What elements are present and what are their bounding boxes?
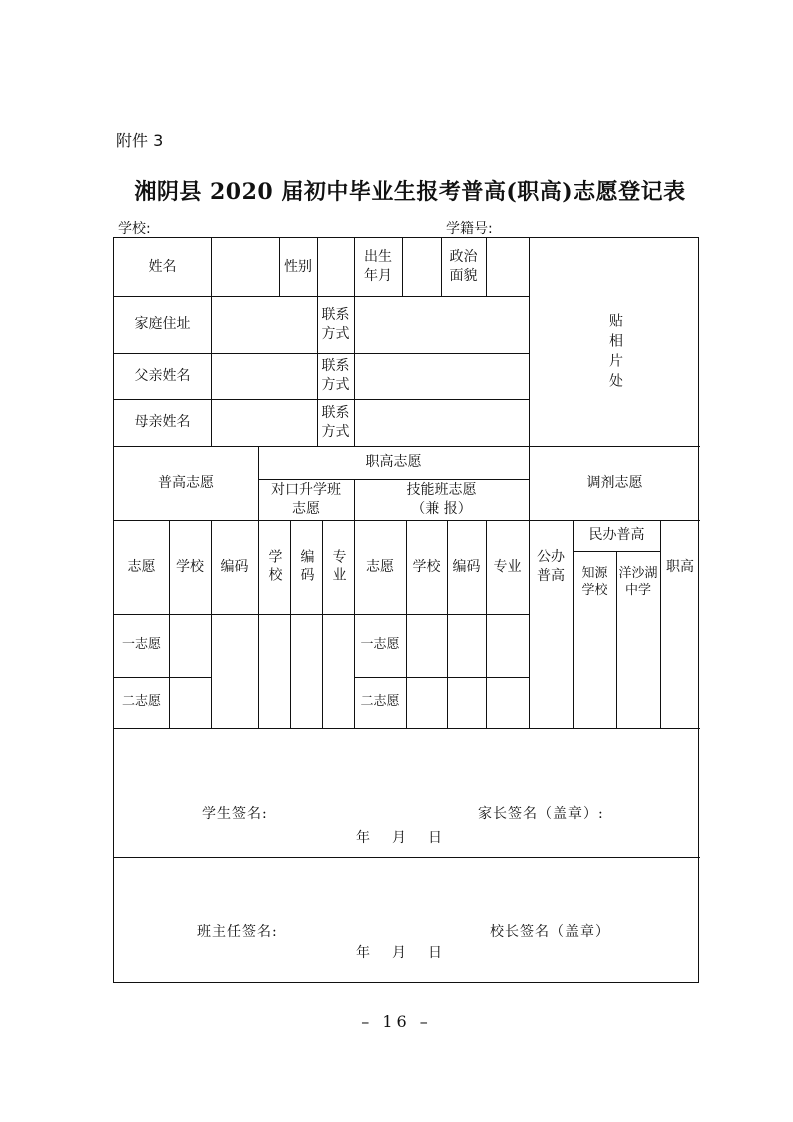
col-major-skill: 专业: [493, 558, 522, 575]
contact-label-2: [317, 353, 354, 399]
col-major-counterpart: 专业: [330, 549, 347, 585]
birth-field[interactable]: [402, 238, 441, 296]
general-high-header: 普高志愿: [158, 474, 214, 491]
student-id-label: 学籍号:: [446, 221, 493, 237]
gender-field[interactable]: [317, 238, 354, 296]
col-zhiyuan-school: [573, 551, 616, 614]
student-signature-label: 学生签名:: [202, 806, 268, 822]
political-field[interactable]: [486, 238, 529, 296]
col-private-high: 民办普高: [588, 527, 645, 544]
skill-second-choice-label: 二志愿: [360, 694, 400, 710]
contact-label-2-line1: 联系: [321, 358, 350, 375]
school-label: 学校:: [118, 221, 151, 237]
counterpart-header-line1: 对口升学班: [271, 481, 341, 498]
father-name-field[interactable]: [211, 353, 317, 399]
attachment-label: 附件 3: [116, 131, 164, 150]
contact-label-3-line1: 联系: [321, 404, 350, 421]
col-school-counterpart: 学校: [266, 549, 283, 585]
name-field[interactable]: [211, 238, 279, 296]
vocational-high-header: 职高志愿: [365, 454, 422, 471]
form-title: 湘阴县 2020 届初中毕业生报考普高(职高)志愿登记表: [134, 179, 686, 205]
signature-date-1: [356, 827, 464, 847]
col-zhiyuan-skill: 志愿: [366, 558, 394, 575]
contact-label-3: [317, 399, 354, 446]
col-zhiyuan-school-line1: 知源: [581, 565, 608, 581]
col-code-counterpart: 编码: [298, 549, 315, 585]
col-public-high-line2: 普高: [537, 568, 565, 584]
col-zhiyuan-school-line2: 学校: [581, 582, 608, 598]
col-yangshahu-school: [616, 551, 660, 614]
general-first-choice-label: 一志愿: [121, 637, 161, 653]
birth-label: [354, 238, 402, 296]
col-school-general: 学校: [176, 558, 204, 575]
registration-form-table: [113, 237, 699, 983]
contact-field-3[interactable]: [354, 399, 529, 446]
skill-class-header-line1: 技能班志愿: [406, 481, 477, 498]
page-number: – 16 –: [361, 1012, 432, 1031]
contact-field-1[interactable]: [354, 296, 529, 353]
col-yangshahu-school-line1: 洋沙湖: [618, 565, 658, 581]
date-day-1: 日: [428, 830, 442, 846]
signature-date-2: [356, 942, 464, 962]
mother-name-field[interactable]: [211, 399, 317, 446]
contact-label-1-line2: 方式: [321, 325, 350, 342]
contact-field-2[interactable]: [354, 353, 529, 399]
address-field[interactable]: [211, 296, 317, 353]
skill-first-choice-label: 一志愿: [360, 637, 400, 653]
principal-signature-label: 校长签名（盖章）: [490, 924, 610, 940]
parent-signature-label: 家长签名（盖章）:: [478, 806, 604, 822]
col-public-high: [529, 520, 573, 614]
col-vocational: 职高: [666, 558, 694, 575]
political-label-line2: 面貌: [449, 268, 478, 284]
father-name-label: 父亲姓名: [134, 367, 191, 384]
adjust-header: 调剂志愿: [586, 474, 643, 491]
date-year-2: 年: [356, 945, 370, 961]
address-label: 家庭住址: [134, 316, 191, 333]
birth-label-line2: 年月: [364, 268, 392, 284]
col-yangshahu-school-line2: 中学: [624, 582, 651, 598]
date-month-2: 月: [392, 945, 406, 961]
counterpart-header: [258, 479, 354, 520]
class-teacher-signature-label: 班主任签名:: [197, 924, 278, 940]
col-school-skill: 学校: [412, 558, 441, 575]
contact-label-1-line1: 联系: [321, 306, 350, 323]
photo-area-label: 贴相片处: [606, 313, 623, 393]
date-month-1: 月: [392, 830, 406, 846]
date-day-2: 日: [428, 945, 442, 961]
skill-class-header: [354, 479, 529, 520]
col-code-skill: 编码: [452, 558, 481, 575]
skill-class-header-line2: （兼 报）: [411, 500, 472, 517]
date-year-1: 年: [356, 830, 370, 846]
contact-label-1: [317, 296, 354, 353]
mother-name-label: 母亲姓名: [134, 414, 191, 431]
name-label: 姓名: [148, 258, 177, 275]
contact-label-3-line2: 方式: [321, 423, 350, 440]
gender-label: 性别: [284, 258, 312, 275]
political-label: [441, 238, 486, 296]
col-public-high-line1: 公办: [537, 549, 565, 566]
col-code-general: 编码: [220, 558, 249, 575]
counterpart-header-line2: 志愿: [292, 500, 320, 517]
political-label-line1: 政治: [449, 249, 478, 266]
col-zhiyuan-general: 志愿: [127, 558, 156, 575]
contact-label-2-line2: 方式: [321, 377, 350, 393]
birth-label-line1: 出生: [364, 249, 392, 266]
general-second-choice-label: 二志愿: [121, 694, 161, 710]
